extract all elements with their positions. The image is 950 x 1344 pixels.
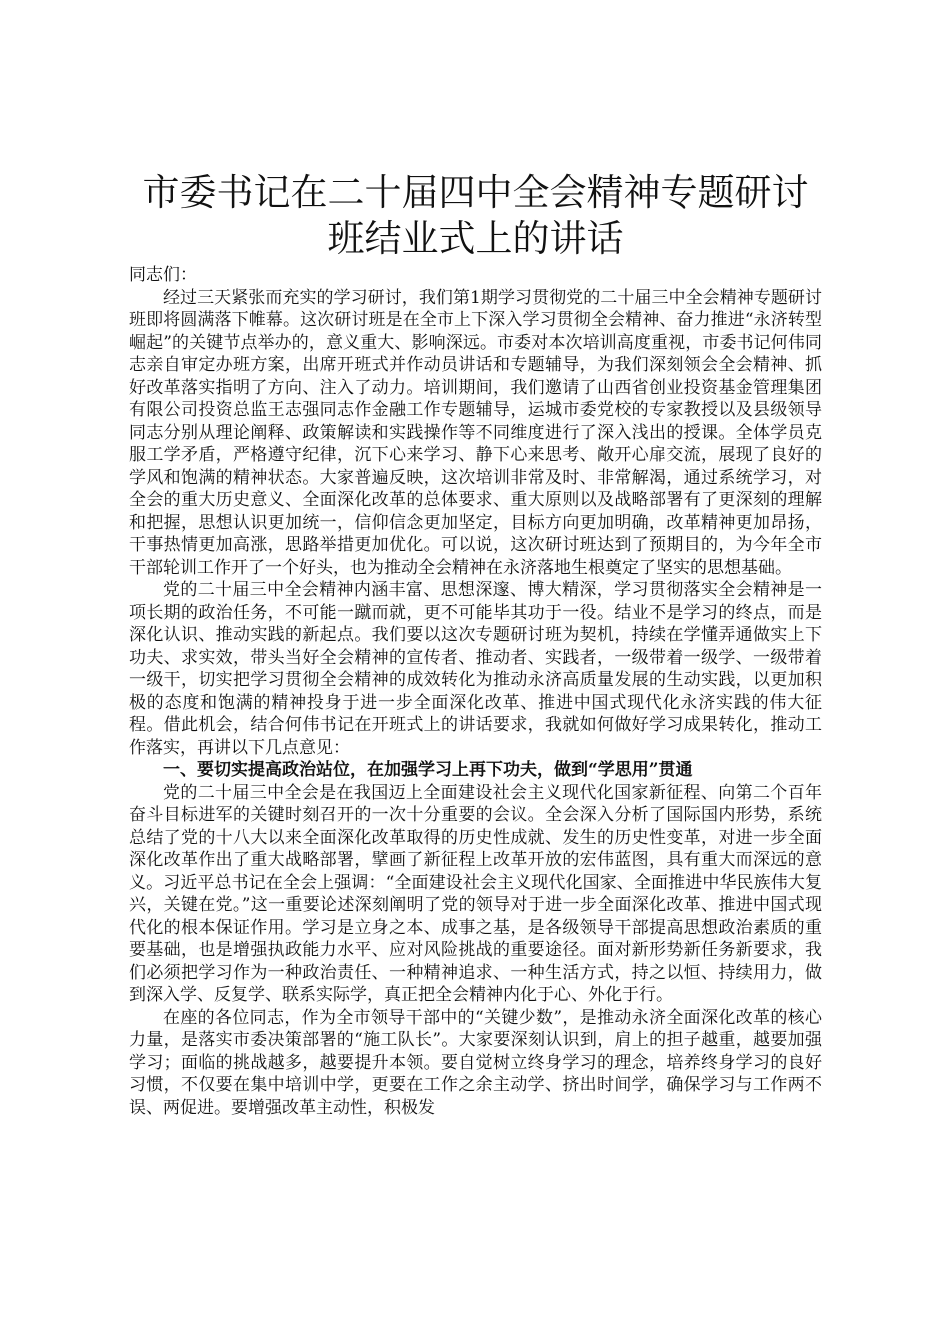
salutation: 同志们： bbox=[129, 265, 197, 285]
document-title: 市委书记在二十届四中全会精神专题研讨班结业式上的讲话 bbox=[142, 171, 809, 260]
paragraph-context: 党的二十届三中全会精神内涵丰富、思想深邃、博大精深，学习贯彻落实全会精神是一项长期的政治任务，不可能一蹴而就，更不可能毕其功于一役。结业不是学习的终点，而是深化认识、推动实践的新起点。我们要以这次专题研讨班为契机，持续在学懂弄通做实上下功夫、求实效，带头当好全会精神的宣传者、推动者、实践者，一级带着一级学、一级带着一级干，切实把学习贯彻全会精神的成效转化为推动永济高质量发展的生动实践，以更加积极的态度和饱满的精神投身于进一步全面深化改革、推进中国式现代化永济实践的伟大征程。借此机会，结合何伟书记在开班式上的讲话要求，我就如何做好学习成果转化，推动工作落实，再讲以下几点意见： bbox=[129, 580, 822, 758]
paragraph-opening: 经过三天紧张而充实的学习研讨，我们第1期学习贯彻党的二十届三中全会精神专题研讨班即将圆满落下帷幕。这次研讨班是在全市上下深入学习贯彻全会精神、奋力推进“永济转型崛起”的关键节点举办的，意义重大、影响深远。市委对本次培训高度重视，市委书记何伟同志亲自审定办班方案，出席开班式并作动员讲话和专题辅导，为我们深刻领会全会精神、抓好改革落实指明了方向、注入了动力。培训期间，我们邀请了山西省创业投资基金管理集团有限公司投资总监王志强同志作金融工作专题辅导，运城市委党校的专家教授以及县级领导同志分别从理论阐释、政策解读和实践操作等不同维度进行了深入浅出的授课。全体学员克服工学矛盾，严格遵守纪律，沉下心来学习、静下心来思考、敞开心扉交流，展现了良好的学风和饱满的精神状态。大家普遍反映，这次培训非常及时、非常解渴，通过系统学习，对全会的重大历史意义、全面深化改革的总体要求、重大原则以及战略部署有了更深刻的理解和把握，思想认识更加统一，信仰信念更加坚定，目标方向更加明确，改革精神更加昂扬，干事热情更加高涨，思路举措更加优化。可以说，这次研讨班达到了预期目的，为今年全市干部轮训工作开了一个好头，也为推动全会精神在永济落地生根奠定了坚实的思想基础。 bbox=[129, 287, 822, 578]
document-page bbox=[129, 170, 822, 1119]
section-paragraph-2: 在座的各位同志，作为全市领导干部中的“关键少数”，是推动永济全面深化改革的核心力量，是落实市委决策部署的“施工队长”。大家要深刻认识到，肩上的担子越重，越要加强学习；面临的挑战越多，越要提升本领。要自觉树立终身学习的理念，培养终身学习的良好习惯，不仅要在集中培训中学，更要在工作之余主动学、挤出时间学，确保学习与工作两不误、两促进。要增强改革主动性，积极发 bbox=[129, 1007, 822, 1118]
section-heading-1: 一、要切实提高政治站位，在加强学习上再下功夫，做到“学思用”贯通 bbox=[163, 760, 693, 780]
section-paragraph-1: 党的二十届三中全会是在我国迈上全面建设社会主义现代化国家新征程、向第二个百年奋斗目标进军的关键时刻召开的一次十分重要的会议。全会深入分析了国际国内形势，系统总结了党的十八大以来全面深化改革取得的历史性成就、发生的历史性变革，对进一步全面深化改革作出了重大战略部署，擘画了新征程上改革开放的宏伟蓝图，具有重大而深远的意义。习近平总书记在全会上强调：“全面建设社会主义现代化国家、全面推进中华民族伟大复兴，关键在党。”这一重要论述深刻阐明了党的领导对于进一步全面深化改革、推进中国式现代化的根本保证作用。学习是立身之本、成事之基，是各级领导干部提高思想政治素质的重要基础，也是增强执政能力水平、应对风险挑战的重要途径。面对新形势新任务新要求，我们必须把学习作为一种政治责任、一种精神追求、一种生活方式，持之以恒、持续用力，做到深入学、反复学、联系实际学，真正把全会精神内化于心、外化于行。 bbox=[129, 782, 822, 1005]
